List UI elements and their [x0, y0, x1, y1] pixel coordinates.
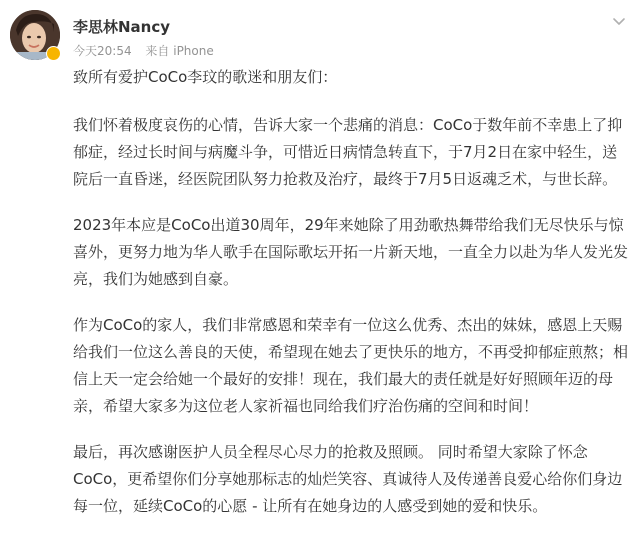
- post-time[interactable]: 今天20:54: [73, 44, 132, 58]
- post-paragraph-1: 我们怀着极度哀伤的心情，告诉大家一个悲痛的消息：CoCo于数年前不幸患上了抑郁症，经过长时间与病魔斗争，可惜近日病情急转直下，于7月2日在家中轻生，送院后一直昏迷，经医院团队努力抢救及治疗，最终于7月5日返魂乏术，与世长辞。: [73, 116, 623, 188]
- post-body: [73, 64, 629, 539]
- chevron-down-icon[interactable]: [610, 12, 628, 30]
- verified-badge-icon: [46, 46, 61, 61]
- post-paragraph-4: 最后，再次感谢医护人员全程尽心尽力的抢救及照顾。 同时希望大家除了怀念CoCo，更希望你们分享她那标志的灿烂笑容、真诚待人及传递善良爱心给你们身边每一位，延续CoCo的心愿 - 让所有在她身边的人感受到她的爱和快乐。: [73, 443, 623, 515]
- username[interactable]: 李思林Nancy: [73, 18, 171, 36]
- post-greeting: 致所有爱护CoCo李玟的歌迷和朋友们：: [73, 68, 338, 86]
- post-paragraph-2: 2023年本应是CoCo出道30周年，29年来她除了用劲歌热舞带给我们无尽快乐与惊喜外，更努力地为华人歌手在国际歌坛开拓一片新天地，一直全力以赴为华人发光发亮，我们为她感到自豪。: [73, 216, 629, 288]
- post-paragraph-3: 作为CoCo的家人，我们非常感恩和荣幸有一位这么优秀、杰出的妹妹，感恩上天赐给我们一位这么善良的天使，希望现在她去了更快乐的地方，不再受抑郁症煎熬；相信上天一定会给她一个最好的安排！现在，我们最大的责任就是好好照顾年迈的母亲，希望大家多为这位老人家祈福也同给我们疗治伤痛的空间和时间！: [73, 316, 629, 415]
- post-header: [10, 10, 630, 64]
- post-source: 来自 iPhone: [145, 44, 214, 58]
- post-meta: [73, 42, 224, 59]
